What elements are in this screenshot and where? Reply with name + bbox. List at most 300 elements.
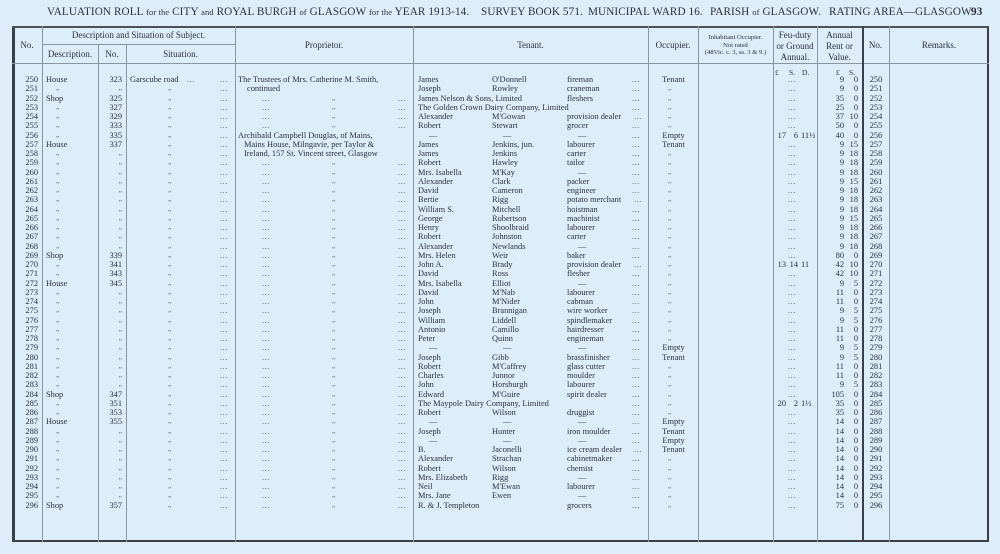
row-number: 275: [25, 306, 38, 316]
rent-shillings: 0: [853, 417, 858, 427]
house-number: ,,: [118, 204, 122, 213]
row-number-right: 280: [869, 352, 883, 362]
house-number: ,,: [118, 334, 122, 342]
feu-dots: ...: [788, 250, 796, 260]
rent-pounds: 11: [835, 371, 844, 380]
tenant-surname: Ross: [492, 269, 509, 279]
row-number-right: 276: [869, 315, 883, 325]
tenant-trade: —: [577, 472, 587, 482]
rent-shillings: 0: [853, 130, 858, 140]
tenant-dots: ...: [634, 112, 642, 121]
occupier: ,,: [668, 250, 672, 259]
description: House: [46, 139, 68, 149]
table-row: [0, 103, 1000, 112]
header-rule: [12, 63, 989, 64]
rating-area: RATING AREA—GLASGOW.: [829, 6, 974, 18]
tenant-dots: ...: [632, 130, 640, 140]
situation: ,,: [168, 149, 172, 157]
occupier: Tenant: [662, 352, 685, 362]
proprietor-dots: ...: [398, 112, 406, 121]
tenant-dots: ...: [634, 445, 642, 454]
description: ,,: [56, 121, 60, 130]
tenant-dots: ...: [632, 75, 640, 84]
proprietor-ditto: ,,: [332, 278, 336, 287]
house-number: 323: [109, 75, 122, 84]
tenant-surname: Camillo: [492, 324, 519, 334]
situation: ,,: [168, 398, 172, 407]
table-row: [0, 121, 1000, 130]
tenant-trade: craneman: [567, 84, 600, 94]
row-number: 262: [25, 186, 38, 195]
row-number: 266: [25, 223, 38, 232]
row-number: 290: [25, 445, 38, 454]
description: ,,: [56, 204, 60, 213]
proprietor-dots: ...: [398, 389, 406, 399]
tenant-dots: ...: [632, 176, 640, 186]
situation: ,,: [168, 334, 172, 342]
tenant-first-name: Antonio: [418, 324, 446, 334]
tenant-dots: ...: [632, 158, 640, 168]
feu-shilling-unit: S.: [789, 68, 796, 77]
situation-dots: ...: [220, 213, 228, 223]
tenant-first-name: William S.: [418, 204, 454, 214]
tenant-first-name: —: [428, 343, 438, 353]
col-header-situation: Situation.: [163, 49, 198, 59]
feu-dots: ...: [788, 232, 796, 242]
proprietor-dots: ...: [262, 398, 270, 408]
table-row: [0, 177, 1000, 186]
tenant-surname: Liddell: [492, 315, 517, 325]
tenant-trade: labourer: [567, 287, 595, 297]
rent-shillings: 18: [849, 186, 858, 195]
feu-pence: 11: [801, 260, 810, 269]
tenant-trade: moulder: [567, 371, 595, 380]
description: ,,: [56, 445, 60, 453]
tenant-trade: baker: [567, 250, 586, 260]
row-number-right: 295: [869, 491, 883, 501]
col-header-feu: [773, 30, 817, 63]
rent-pounds: 11: [835, 334, 844, 343]
description: ,,: [56, 371, 60, 379]
rent-shillings: 0: [853, 75, 858, 84]
occupier: ,,: [668, 102, 672, 111]
occupier: Tenant: [662, 75, 685, 84]
proprietor-dots: ...: [262, 500, 270, 510]
inhabitant-line: (48Vic. c. 3, ss. 3 & 9.): [704, 49, 767, 56]
rent-pounds: 37: [835, 112, 844, 121]
rent-pounds: 9: [839, 343, 844, 353]
feu-line: or Ground: [776, 41, 814, 51]
proprietor-dots: ...: [262, 491, 270, 501]
table-row: [0, 445, 1000, 454]
proprietor-text: The Trustees of Mrs. Catherine M. Smith,: [238, 75, 379, 84]
tenant-surname: Ewen: [492, 491, 512, 501]
occupier: ,,: [668, 213, 672, 222]
tenant-dots: ...: [632, 149, 640, 158]
tenant-dots: ...: [632, 398, 640, 408]
tenant-dots: ...: [632, 204, 640, 214]
tenant-first-name: Peter: [418, 334, 436, 343]
table-row: [0, 195, 1000, 204]
rent-shillings: 10: [849, 269, 858, 279]
tenant-trade: engineman: [567, 334, 604, 343]
tenant-first-name: Mrs. Elizabeth: [418, 472, 468, 482]
proprietor-dots: ...: [262, 371, 270, 380]
feu-dots: ...: [788, 204, 796, 214]
rent-pounds: 14: [835, 426, 844, 436]
tenant-first-name: Henry: [418, 223, 439, 232]
feu-dots: ...: [788, 297, 796, 306]
house-number: ,,: [118, 454, 122, 463]
title-part: for the: [368, 7, 393, 17]
rent-line: Annual: [826, 30, 853, 40]
tenant-first-name: David: [418, 287, 439, 297]
occupier: ,,: [668, 324, 672, 333]
rent-shillings: 18: [849, 167, 858, 177]
house-number: ,,: [118, 435, 122, 444]
proprietor-ditto: ,,: [332, 417, 336, 426]
feu-dots: ...: [788, 324, 796, 334]
situation: ,,: [168, 176, 172, 185]
rent-shillings: 0: [853, 463, 858, 473]
proprietor-dots: ...: [398, 352, 406, 362]
table-row: [0, 491, 1000, 500]
proprietor-ditto: ,,: [332, 158, 336, 167]
proprietor-ditto: ,,: [332, 213, 336, 222]
proprietor-ditto: ,,: [332, 93, 336, 102]
feu-dots: ...: [788, 223, 796, 232]
proprietor-dots: ...: [398, 158, 406, 168]
rent-pounds: 14: [835, 445, 844, 454]
tenant-first-name: Charles: [418, 371, 444, 380]
occupier: ,,: [668, 491, 672, 500]
description: ,,: [56, 167, 60, 176]
proprietor-ditto: ,,: [332, 260, 336, 268]
situation: ,,: [168, 315, 172, 324]
situation-dots: ...: [220, 93, 228, 103]
feu-dots: ...: [788, 195, 796, 205]
page-number: 93: [971, 6, 983, 18]
tenant-trade: spirit dealer: [567, 389, 607, 399]
proprietor-ditto: ,,: [332, 324, 336, 333]
tenant-trade: glass cutter: [567, 361, 605, 371]
tenant-surname: M'Nab: [492, 287, 515, 297]
proprietor-dots: ...: [262, 250, 270, 260]
description: ,,: [56, 343, 60, 352]
situation: ,,: [168, 343, 172, 352]
tenant-trade: labourer: [567, 380, 595, 390]
rent-shillings: 15: [849, 139, 858, 149]
proprietor-dots: ...: [398, 204, 406, 214]
tenant-dots: ...: [632, 463, 640, 473]
description: House: [46, 417, 68, 427]
tenant-dots: ...: [632, 84, 640, 94]
proprietor-dots: ...: [262, 334, 270, 343]
occupier: ,,: [668, 408, 672, 416]
table-row: [0, 482, 1000, 491]
situation: ,,: [168, 463, 172, 472]
feu-line: Feu-duty: [778, 30, 812, 40]
tenant-first-name: —: [428, 417, 438, 427]
rent-pounds: 14: [835, 463, 844, 473]
rent-pounds: 9: [839, 204, 844, 214]
rent-shillings: 0: [853, 491, 858, 501]
situation-dots: ...: [220, 380, 228, 390]
feu-dots: ...: [788, 445, 796, 454]
row-number: 271: [25, 269, 38, 279]
rent-shillings: 5: [853, 306, 858, 316]
feu-dots: ...: [788, 343, 796, 353]
description: ,,: [56, 176, 60, 185]
rent-shillings: 0: [853, 361, 858, 371]
house-number: ,,: [118, 158, 122, 167]
rent-pounds: 9: [839, 380, 844, 390]
situation: ,,: [168, 250, 172, 259]
row-number: 255: [25, 121, 38, 131]
house-number: ,,: [118, 482, 122, 490]
situation-dots: ...: [220, 223, 228, 232]
rent-shillings: 18: [849, 195, 858, 205]
proprietor-dots: ...: [398, 287, 406, 297]
proprietor-dots: ...: [262, 315, 270, 325]
rent-pounds: 14: [835, 417, 844, 427]
tenant-first-name: —: [428, 435, 438, 445]
tenant-surname: Mitchell: [492, 204, 521, 214]
rent-pounds: 14: [835, 472, 844, 482]
house-number: ,,: [118, 176, 122, 185]
proprietor-ditto: ,,: [332, 371, 336, 379]
house-number: ,,: [118, 167, 122, 176]
table-row: [0, 279, 1000, 288]
rent-shillings: 5: [853, 352, 858, 362]
situation: ,,: [168, 158, 172, 167]
proprietor-dots: ...: [262, 435, 270, 445]
rent-pounds: 14: [835, 454, 844, 464]
rent-pounds: 9: [839, 213, 844, 223]
proprietor-dots: ...: [398, 491, 406, 501]
occupier: ,,: [668, 278, 672, 287]
table-row: [0, 112, 1000, 121]
proprietor-dots: ...: [398, 454, 406, 464]
situation: ,,: [168, 324, 172, 333]
proprietor-dots: ...: [262, 204, 270, 214]
proprietor-dots: ...: [398, 500, 406, 510]
tenant-dots: ...: [632, 482, 640, 491]
row-number: 261: [25, 176, 38, 186]
feu-dots: ...: [788, 278, 796, 288]
proprietor-text: Archibald Campbell Douglas, of Mains,: [238, 130, 373, 140]
row-number-right: 281: [869, 361, 883, 371]
situation: ,,: [168, 500, 172, 509]
proprietor-dots: ...: [398, 195, 406, 205]
house-number: ,,: [118, 380, 122, 389]
proprietor-ditto: ,,: [332, 445, 336, 453]
tenant-surname: —: [502, 417, 512, 427]
top-rule: [12, 26, 989, 28]
description: ,,: [56, 112, 60, 120]
house-number: ,,: [118, 343, 122, 352]
rent-pounds: 105: [831, 389, 844, 399]
parish-of: of: [752, 7, 760, 17]
rent-shillings: 18: [849, 158, 858, 168]
feu-dots: ...: [788, 186, 796, 195]
col-header-desc-group: Description and Situation of Subject.: [71, 30, 206, 40]
proprietor-dots: ...: [398, 306, 406, 316]
tenant-trade: fleshers: [567, 93, 594, 103]
tenant-trade: iron moulder: [567, 426, 611, 436]
row-number-right: 274: [869, 297, 883, 306]
tenant-surname: Junnor: [492, 371, 515, 380]
proprietor-ditto: ,,: [332, 297, 336, 305]
tenant-dots: ...: [632, 426, 640, 436]
tenant-trade: cabman: [567, 297, 594, 306]
table-row: [0, 158, 1000, 167]
tenant-dots: ...: [632, 454, 640, 464]
table-row: [0, 269, 1000, 278]
feu-dots: ...: [788, 158, 796, 168]
situation: ,,: [168, 241, 172, 250]
situation-dots: ...: [220, 352, 228, 362]
rent-pounds: 42: [835, 269, 844, 279]
feu-dots: ...: [788, 167, 796, 177]
tenant-first-name: Mrs. Helen: [418, 250, 456, 260]
tenant-first-name: Joseph: [418, 306, 441, 316]
col-header-number: No.: [105, 49, 119, 59]
rent-pounds: 9: [839, 223, 844, 232]
situation: ,,: [168, 417, 172, 426]
proprietor-dots: ...: [262, 241, 270, 251]
rent-pounds: 11: [835, 361, 844, 371]
table-row: [0, 186, 1000, 195]
proprietor-ditto: ,,: [332, 334, 336, 342]
situation: ,,: [168, 195, 172, 204]
house-number: 339: [109, 250, 122, 260]
proprietor-ditto: ,,: [332, 472, 336, 481]
tenant-dots: ...: [632, 352, 640, 362]
situation-dots: ...: [220, 158, 228, 168]
description: ,,: [56, 241, 60, 250]
tenant-trade: carter: [567, 232, 587, 242]
row-number: 282: [25, 371, 38, 380]
rent-pounds: 25: [835, 102, 844, 112]
proprietor-text: continued: [247, 84, 281, 94]
situation: ,,: [168, 287, 172, 296]
row-number: 260: [25, 167, 38, 177]
row-number: 278: [25, 334, 38, 343]
proprietor-dots: ...: [262, 223, 270, 232]
proprietor-dots: ...: [398, 315, 406, 325]
proprietor-row: [0, 131, 1000, 140]
row-number: 285: [25, 398, 38, 408]
situation: Garscube road: [130, 75, 179, 84]
feu-dots: ...: [788, 75, 796, 84]
tenant-trade: packer: [567, 176, 590, 186]
proprietor-ditto: ,,: [332, 112, 336, 120]
proprietor-ditto: ,,: [332, 167, 336, 176]
tenant-surname: M'Ewan: [492, 482, 521, 491]
situation-dots: ...: [220, 315, 228, 325]
proprietor-dots: ...: [262, 343, 270, 353]
row-number: 251: [25, 84, 38, 94]
situation-dots: ...: [220, 324, 228, 334]
row-number-right: 291: [869, 454, 883, 464]
proprietor-dots: ...: [262, 380, 270, 390]
proprietor-ditto: ,,: [332, 204, 336, 213]
rent-shillings: 18: [849, 149, 858, 158]
proprietor-ditto: ,,: [332, 250, 336, 259]
proprietor-dots: ...: [262, 186, 270, 195]
situation-dots: ...: [220, 232, 228, 242]
row-number: 287: [25, 417, 38, 427]
tenant-surname: Shoolbraid: [492, 223, 529, 232]
proprietor-ditto: ,,: [332, 315, 336, 324]
rent-pounds: 40: [835, 130, 844, 140]
occupier: Empty: [662, 343, 685, 353]
description: ,,: [56, 297, 60, 305]
situation: ,,: [168, 380, 172, 389]
situation: ,,: [168, 371, 172, 379]
tenant-trade: —: [577, 417, 587, 427]
tenant-surname: M'Kay: [492, 167, 515, 177]
row-number: 281: [25, 361, 38, 371]
situation-dots: ...: [220, 445, 228, 454]
occupier: Empty: [662, 130, 685, 140]
row-number-right: 254: [869, 112, 883, 121]
tenant-first-name: James: [418, 139, 439, 149]
proprietor-ditto: ,,: [332, 102, 336, 111]
tenant-dots: ...: [632, 287, 640, 297]
situation: ,,: [168, 223, 172, 231]
tenant-surname: Jenkins: [492, 149, 518, 158]
tenant-first-name: John A.: [418, 260, 444, 269]
situation-dots: ...: [220, 398, 228, 408]
proprietor-dots: ...: [398, 250, 406, 260]
description: ,,: [56, 472, 60, 481]
situation: ,,: [168, 491, 172, 500]
situation-dots: ...: [220, 371, 228, 380]
proprietor-dots: ...: [262, 445, 270, 454]
rent-shillings: 5: [853, 343, 858, 353]
proprietor-dots: ...: [398, 269, 406, 279]
proprietor-dots: ...: [398, 398, 406, 408]
tenant-surname: Wilson: [492, 463, 516, 473]
situation-dots: ...: [220, 241, 228, 251]
situation: ,,: [168, 260, 172, 268]
description: ,,: [56, 463, 60, 472]
tenant-trade: engineer: [567, 186, 596, 195]
table-row: [0, 454, 1000, 463]
proprietor-ditto: ,,: [332, 352, 336, 361]
proprietor-dots: ...: [398, 324, 406, 334]
tenant-trade: —: [577, 278, 587, 288]
proprietor-dots: ...: [262, 352, 270, 362]
proprietor-dots: ...: [398, 426, 406, 436]
house-number: ,,: [118, 297, 122, 305]
description: ,,: [56, 269, 60, 278]
tenant-surname: O'Donnell: [492, 75, 527, 84]
rent-shillings: 0: [853, 445, 858, 454]
feu-dots: ...: [788, 380, 796, 390]
situation: ,,: [168, 352, 172, 361]
row-number-right: 259: [869, 158, 883, 168]
rent-pounds: 35: [835, 398, 844, 408]
proprietor-row: [0, 84, 1000, 93]
rent-shillings: 5: [853, 380, 858, 390]
description: Shop: [46, 250, 64, 260]
rent-shillings: 0: [853, 389, 858, 399]
title-part: and: [201, 7, 214, 17]
row-number: 279: [25, 343, 38, 353]
